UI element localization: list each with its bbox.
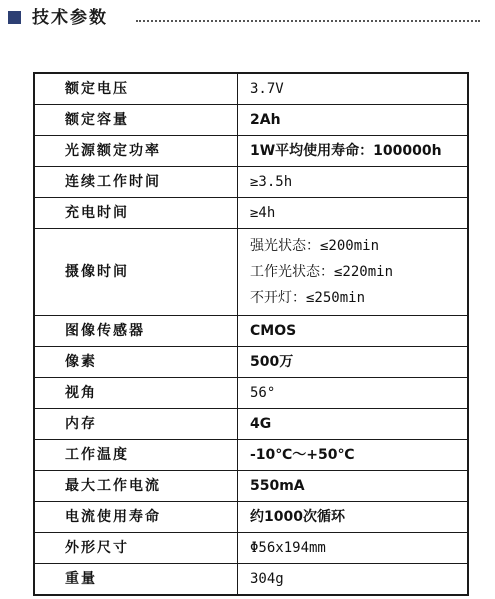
table-row [34,533,468,564]
spec-table [33,72,469,596]
row-label: 最大工作电流 [34,471,238,502]
row-value: 3.7V [238,73,469,105]
row-value: ≥4h [238,198,469,229]
table-row [34,73,468,105]
row-value: 4G [238,409,469,440]
row-value: CMOS [238,316,469,347]
value-line: 不开灯：≤250min [250,290,366,306]
table-row [34,502,468,533]
table-row [34,471,468,502]
row-value-multiline [238,229,469,316]
section-title: 技术参数 [32,8,108,28]
row-label: 光源额定功率 [34,136,238,167]
row-label: 视角 [34,378,238,409]
row-label: 充电时间 [34,198,238,229]
table-row [34,136,468,167]
row-value: ≥3.5h [238,167,469,198]
section-header [8,6,488,30]
row-label: 内存 [34,409,238,440]
table-row [34,167,468,198]
dotted-divider [136,20,480,22]
table-row [34,440,468,471]
row-label: 重量 [34,564,238,596]
row-value: 约1000次循环 [238,502,469,533]
table-row [34,378,468,409]
table-row [34,316,468,347]
table-row [34,229,468,316]
row-label: 摄像时间 [34,229,238,316]
table-row [34,409,468,440]
row-label: 图像传感器 [34,316,238,347]
row-label: 连续工作时间 [34,167,238,198]
table-row [34,564,468,596]
row-value: Φ56x194mm [238,533,469,564]
row-label: 额定电压 [34,73,238,105]
row-label: 外形尺寸 [34,533,238,564]
row-label: 电流使用寿命 [34,502,238,533]
header-square-icon [8,11,21,24]
row-value: 550mA [238,471,469,502]
value-line: 强光状态：≤200min [250,238,380,254]
row-value: 56° [238,378,469,409]
table-row [34,105,468,136]
value-line: 工作光状态：≤220min [250,264,394,280]
row-label: 工作温度 [34,440,238,471]
row-value: -10℃～+50℃ [238,440,469,471]
row-value: 2Ah [238,105,469,136]
table-row [34,347,468,378]
row-value: 500万 [238,347,469,378]
row-value: 304g [238,564,469,596]
table-row [34,198,468,229]
row-label: 像素 [34,347,238,378]
row-value: 1W平均使用寿命：100000h [238,136,469,167]
row-label: 额定容量 [34,105,238,136]
